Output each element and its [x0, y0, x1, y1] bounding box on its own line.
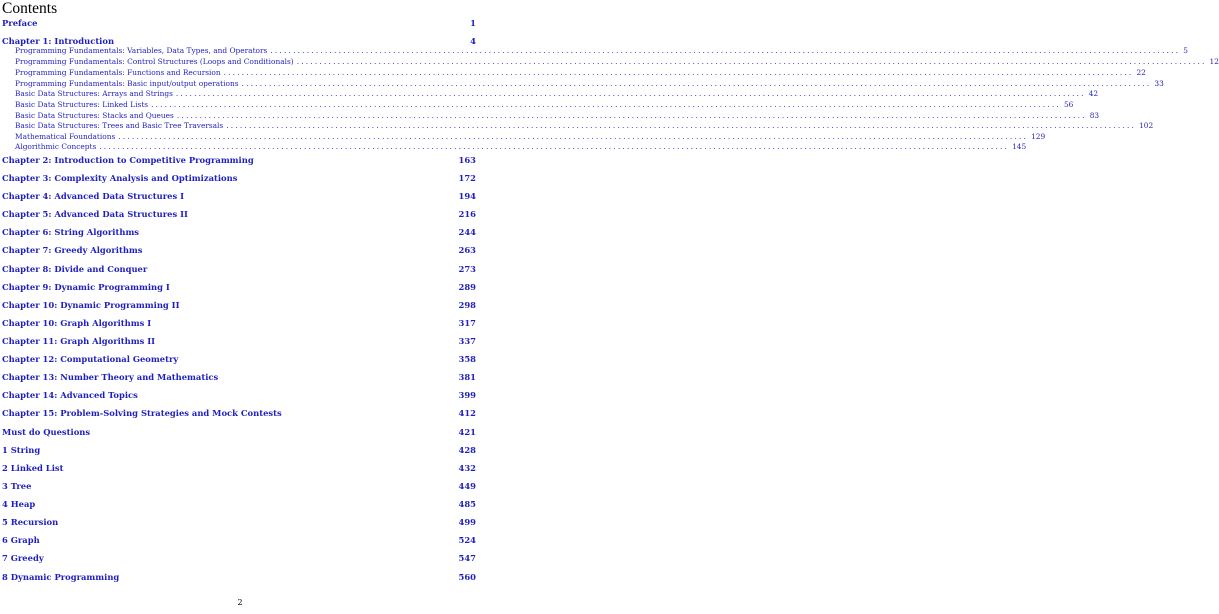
toc-entry-label: 6 Graph	[2, 535, 40, 545]
toc-entry-label: Algorithmic Concepts	[15, 142, 97, 151]
toc-entry-label: Programming Fundamentals: Variables, Data Types, and Operators	[15, 46, 268, 55]
toc-entry-label: Chapter 4: Advanced Data Structures I	[2, 191, 184, 201]
toc-subentry[interactable]	[15, 89, 1099, 98]
leader-dots: ........................................................................................................................................................................................................	[270, 46, 1181, 55]
toc-subentry[interactable]	[15, 121, 1154, 130]
toc-entry-label: Chapter 12: Computational Geometry	[2, 354, 179, 364]
toc-entry-page: 263	[458, 245, 476, 255]
toc-entry-page: 145	[1012, 142, 1027, 151]
toc-entry-label: Programming Fundamentals: Control Structures (Loops and Conditionals)	[15, 57, 294, 66]
toc-entry-page: 499	[458, 517, 476, 527]
toc-entry-page: 194	[458, 191, 476, 201]
toc-entry-label: 5 Recursion	[2, 517, 59, 527]
toc-entry-page: 102	[1139, 121, 1154, 130]
toc-entry[interactable]	[2, 463, 476, 473]
toc-entry-page: 172	[458, 173, 476, 183]
toc-entry-page: 428	[458, 445, 476, 455]
toc-entry[interactable]	[2, 36, 476, 46]
toc-entry-label: Chapter 14: Advanced Topics	[2, 390, 138, 400]
toc-entry-page: 485	[458, 499, 476, 509]
toc-subentry[interactable]	[15, 79, 1164, 88]
toc-entry-label: 4 Heap	[2, 499, 36, 509]
toc-entry[interactable]	[2, 354, 476, 364]
toc-entry-label: Preface	[2, 18, 38, 28]
toc-entry-label: Chapter 10: Dynamic Programming II	[2, 300, 180, 310]
leader-dots: ........................................................................................................................................................................................................	[296, 57, 1207, 66]
leader-dots: ........................................................................................................................................................................................................	[241, 79, 1152, 88]
leader-dots: ........................................................................................................................................................................................................	[176, 111, 1087, 120]
toc-entry[interactable]	[2, 191, 476, 201]
toc-entry-page: 560	[458, 572, 476, 582]
toc-entry-label: Chapter 13: Number Theory and Mathematics	[2, 372, 219, 382]
leader-dots: ........................................................................................................................................................................................................	[223, 68, 1134, 77]
toc-entry-page: 56	[1063, 100, 1074, 109]
toc-entry-page: 129	[1031, 132, 1046, 141]
toc-entry-page: 1	[470, 18, 476, 28]
toc-entry-label: Basic Data Structures: Arrays and Strings	[15, 89, 173, 98]
toc-entry[interactable]	[2, 282, 476, 292]
toc-entry-page: 449	[458, 481, 476, 491]
toc-entry-page: 317	[458, 318, 476, 328]
toc-entry[interactable]	[2, 173, 476, 183]
toc-entry[interactable]	[2, 155, 476, 165]
toc-entry-label: Programming Fundamentals: Basic input/output operations	[15, 79, 239, 88]
toc-entry-label: Chapter 6: String Algorithms	[2, 227, 140, 237]
toc-entry-page: 289	[458, 282, 476, 292]
toc-entry-page: 412	[458, 408, 476, 418]
toc-entry-page: 216	[458, 209, 476, 219]
toc-entry-page: 33	[1154, 79, 1164, 88]
toc-entry-label: Basic Data Structures: Linked Lists	[15, 100, 149, 109]
toc-entry-page: 399	[458, 390, 476, 400]
toc-subentry[interactable]	[15, 111, 1100, 120]
toc-entry-page: 83	[1089, 111, 1100, 120]
toc-entry-page: 244	[458, 227, 476, 237]
toc-entry-label: 7 Greedy	[2, 553, 44, 563]
toc-entry-label: 2 Linked List	[2, 463, 64, 473]
toc-entry-page: 4	[470, 36, 476, 46]
toc-entry-label: Chapter 10: Graph Algorithms I	[2, 318, 152, 328]
toc-entry-page: 273	[458, 264, 476, 274]
toc-entry-label: 3 Tree	[2, 481, 32, 491]
toc-entry-page: 5	[1183, 46, 1188, 55]
toc-entry-label: Must do Questions	[2, 427, 91, 437]
toc-subentry[interactable]	[15, 142, 1027, 151]
toc-entry[interactable]	[2, 372, 476, 382]
toc-entry-label: 8 Dynamic Programming	[2, 572, 120, 582]
leader-dots: ........................................................................................................................................................................................................	[175, 89, 1086, 98]
toc-entry-label: Basic Data Structures: Trees and Basic Tree Traversals	[15, 121, 224, 130]
toc-entry[interactable]	[2, 390, 476, 400]
toc-entry-label: Chapter 5: Advanced Data Structures II	[2, 209, 188, 219]
toc-entry[interactable]	[2, 427, 476, 437]
toc-entry-label: Chapter 7: Greedy Algorithms	[2, 245, 143, 255]
toc-entry-page: 22	[1136, 68, 1146, 77]
toc-entry-label: Programming Fundamentals: Functions and Recursion	[15, 68, 221, 77]
toc-subentry[interactable]	[15, 100, 1074, 109]
toc-subentry[interactable]	[15, 46, 1188, 55]
toc-entry[interactable]	[2, 553, 476, 563]
page-number: 2	[237, 598, 243, 607]
page-title: Contents	[2, 0, 58, 17]
leader-dots: ........................................................................................................................................................................................................	[226, 121, 1137, 130]
toc-entry[interactable]	[2, 227, 476, 237]
toc-entry[interactable]	[2, 336, 476, 346]
toc-entry-page: 547	[458, 553, 476, 563]
toc-entry-page: 298	[458, 300, 476, 310]
toc-subentry[interactable]	[15, 57, 1219, 66]
toc-entry-label: Chapter 11: Graph Algorithms II	[2, 336, 156, 346]
leader-dots: ........................................................................................................................................................................................................	[118, 132, 1029, 141]
toc-entry-page: 12	[1209, 57, 1219, 66]
toc-entry[interactable]	[2, 300, 476, 310]
leader-dots: ........................................................................................................................................................................................................	[99, 142, 1010, 151]
toc-entry-page: 358	[458, 354, 476, 364]
toc-entry-label: Mathematical Foundations	[15, 132, 116, 141]
toc-entry-label: Chapter 8: Divide and Conquer	[2, 264, 148, 274]
toc-entry-label: Chapter 9: Dynamic Programming I	[2, 282, 170, 292]
toc-entry[interactable]	[2, 318, 476, 328]
toc-entry-page: 381	[458, 372, 476, 382]
toc-subentry[interactable]	[15, 132, 1046, 141]
toc-entry-label: Basic Data Structures: Stacks and Queues	[15, 111, 174, 120]
toc-entry-page: 337	[458, 336, 476, 346]
toc-entry-page: 524	[458, 535, 476, 545]
toc-entry[interactable]	[2, 245, 476, 255]
toc-entry[interactable]	[2, 499, 476, 509]
leader-dots: ........................................................................................................................................................................................................	[151, 100, 1061, 109]
toc-entry-page: 42	[1088, 89, 1099, 98]
toc-entry[interactable]	[2, 264, 476, 274]
toc-entry[interactable]	[2, 535, 476, 545]
toc-entry-page: 163	[458, 155, 476, 165]
toc-subentry[interactable]	[15, 68, 1146, 77]
toc-entry-label: Chapter 3: Complexity Analysis and Optimizations	[2, 173, 238, 183]
toc-entry[interactable]	[2, 18, 476, 28]
toc-entry[interactable]	[2, 481, 476, 491]
toc-entry[interactable]	[2, 517, 476, 527]
toc-entry-label: Chapter 2: Introduction to Competitive Programming	[2, 155, 254, 165]
toc-entry[interactable]	[2, 408, 476, 418]
toc-entry-label: 1 String	[2, 445, 41, 455]
toc-entry-page: 421	[458, 427, 476, 437]
toc-entry-label: Chapter 1: Introduction	[2, 36, 115, 46]
toc-entry[interactable]	[2, 572, 476, 582]
toc-entry-page: 432	[458, 463, 476, 473]
toc-entry[interactable]	[2, 445, 476, 455]
toc-entry[interactable]	[2, 209, 476, 219]
toc-entry-label: Chapter 15: Problem-Solving Strategies and Mock Contests	[2, 408, 282, 418]
